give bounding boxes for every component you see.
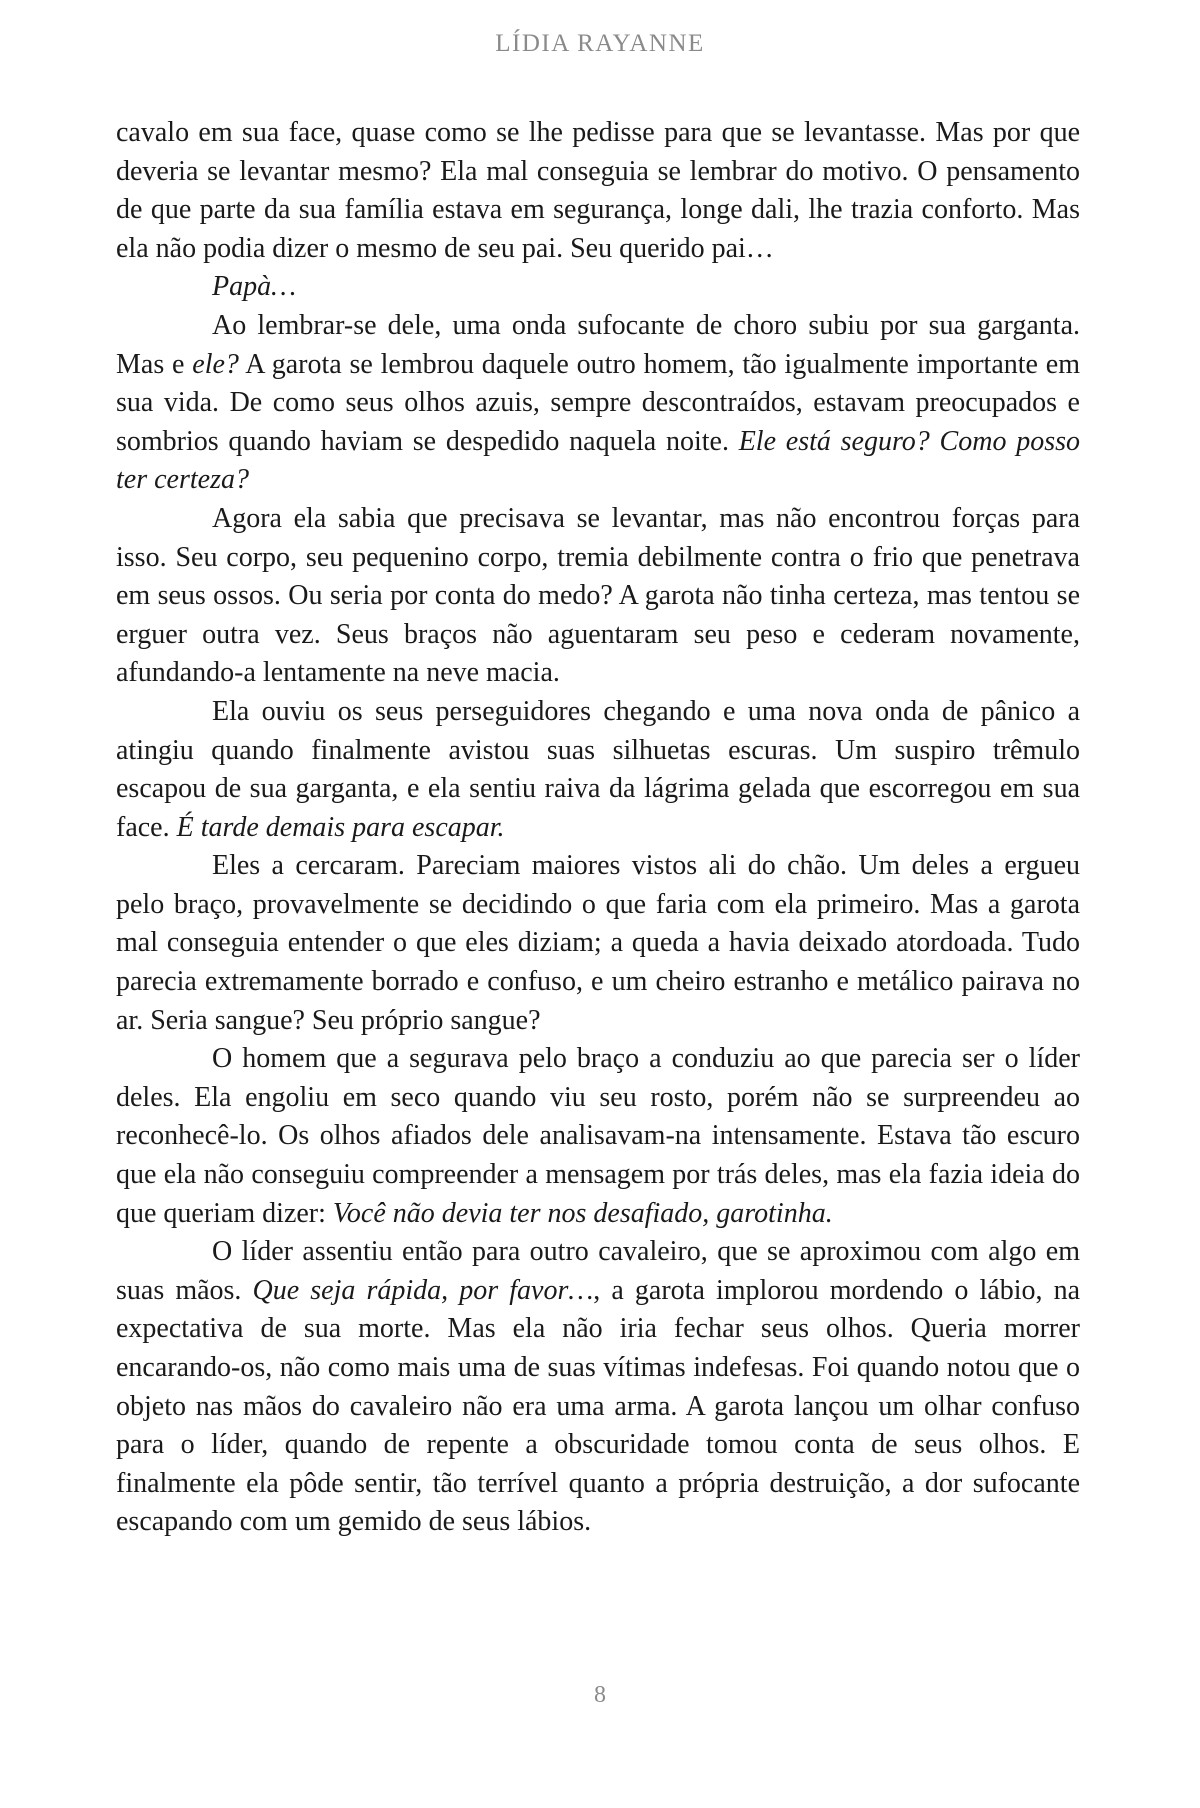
text-run: O homem que a segurava pelo braço a conduziu ao que parecia ser o líder deles. Ela engoliu em seco quando viu seu rosto, porém não se surpreendeu ao reconhecê-lo. Os olhos afiados dele analisavam-na intensamente. Estava tão escuro que ela não conseguiu compreender a mensagem por trás deles, mas ela fazia ideia do que queriam dizer:	[116, 1043, 1080, 1229]
text-run: Agora ela sabia que precisava se levantar, mas não encontrou forças para isso. Seu corpo, seu pequenino corpo, tremia debilmente contra o frio que penetrava em seus ossos. Ou seria por conta do medo? A garota não tinha certeza, mas tentou se erguer outra vez. Seus braços não aguentaram seu peso e cederam novamente, afundando-a lentamente na neve macia.	[116, 502, 1080, 689]
text-run: , a garota implorou mordendo o lábio, na expectativa de sua morte. Mas ela não iria fechar seus olhos. Queria morrer encarando-os, não como mais uma de suas vítimas indefesas. Foi quando notou que o objeto nas mãos do cavaleiro não era uma arma. A garota lançou um olhar confuso para o líder, quando de repente a obscuridade tomou conta de seus olhos. E finalmente ela pôde sentir, tão terrível quanto a própria destruição, a dor sufocante escapando com um gemido de seus lábios.	[116, 1274, 1080, 1538]
italic-text: Papà…	[212, 271, 296, 303]
running-header: LÍDIA RAYANNE	[495, 30, 705, 57]
text-run: A garota se lembrou daquele outro homem, tão igualmente importante em sua vida. De como seus olhos azuis, sempre descontraídos, estavam preocupados e sombrios quando haviam se despedido naquela noite.	[116, 348, 1080, 457]
italic-text: Ele está seguro? Como posso ter certeza?	[116, 425, 1080, 496]
paragraph	[116, 693, 1080, 847]
text-run: Ao lembrar-se dele, uma onda sufocante de choro subiu por sua garganta. Mas e	[116, 309, 1080, 380]
body-text	[116, 114, 1080, 1542]
paragraph	[116, 114, 1080, 268]
page-number: 8	[594, 1682, 606, 1708]
italic-text: Que seja rápida, por favor…	[252, 1274, 594, 1306]
italic-text: Você não devia ter nos desafiado, garotinha.	[332, 1197, 833, 1229]
text-run: Eles a cercaram. Pareciam maiores vistos ali do chão. Um deles a ergueu pelo braço, provavelmente se decidindo o que faria com ela primeiro. Mas a garota mal conseguia entender o que eles diziam; a queda a havia deixado atordoada. Tudo parecia extremamente borrado e confuso, e um cheiro estranho e metálico pairava no ar. Seria sangue? Seu próprio sangue?	[116, 850, 1080, 1036]
italic-text: ele?	[192, 348, 239, 380]
text-run: cavalo em sua face, quase como se lhe pedisse para que se levantasse. Mas por que deveria se levantar mesmo? Ela mal conseguia se lembrar do motivo. O pensamento de que parte da sua família estava em segurança, longe dali, lhe trazia conforto. Mas ela não podia dizer o mesmo de seu pai. Seu querido pai…	[116, 117, 1080, 264]
text-run: Ela ouviu os seus perseguidores chegando e uma nova onda de pânico a atingiu quando finalmente avistou suas silhuetas escuras. Um suspiro trêmulo escapou de sua garganta, e ela sentiu raiva da lágrima gelada que escorregou em sua face.	[116, 695, 1080, 843]
paragraph	[116, 307, 1080, 500]
text-run: O líder assentiu então para outro cavaleiro, que se aproximou com algo em suas mãos.	[116, 1236, 1080, 1306]
paragraph	[116, 847, 1080, 1040]
italic-text: É tarde demais para escapar.	[176, 811, 505, 843]
paragraph	[116, 1233, 1080, 1542]
paragraph	[116, 268, 1080, 307]
paragraph	[116, 500, 1080, 693]
paragraph	[116, 1040, 1080, 1233]
